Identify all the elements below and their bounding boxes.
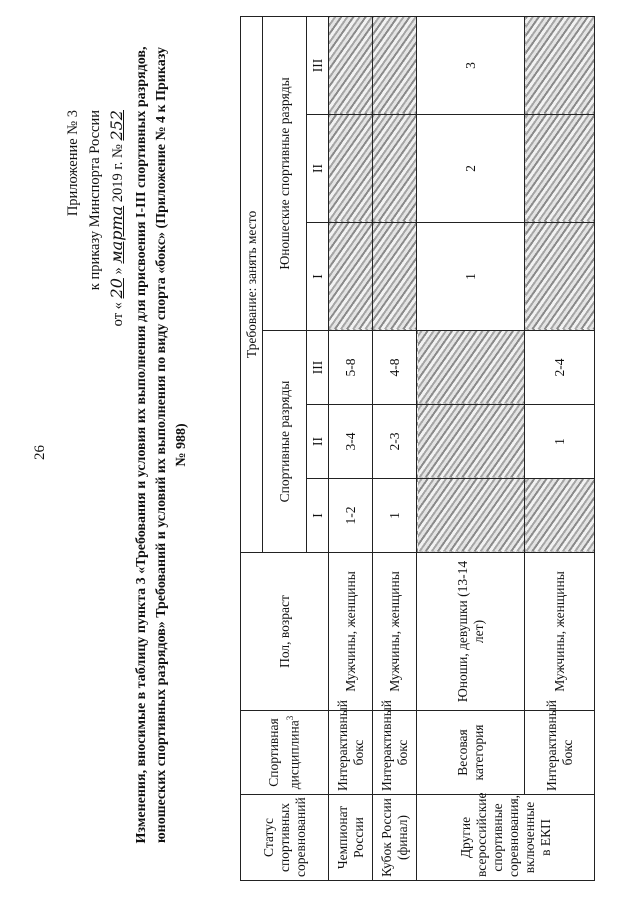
appendix-block xyxy=(62,110,129,326)
table-row xyxy=(329,16,373,880)
rank-label: I xyxy=(307,479,329,553)
date-prefix: от « xyxy=(110,302,126,327)
cell-sport-3: 5-8 xyxy=(329,331,373,405)
cell-status: Чемпионат России xyxy=(329,795,373,881)
rank-label: II xyxy=(307,115,329,223)
appendix-title: Приложение № 3 xyxy=(65,110,81,217)
date-year: 2019 г. № xyxy=(110,144,126,203)
cell-discipline: Интерактивный бокс xyxy=(329,711,373,795)
rank-label: II xyxy=(307,405,329,479)
cell-discipline: Весовая категория xyxy=(417,711,525,795)
hatched-cell xyxy=(417,479,525,553)
requirements-table xyxy=(240,16,595,881)
cell-youth-1: 1 xyxy=(417,223,525,331)
cell-sport-1: 1-2 xyxy=(329,479,373,553)
cell-sport-3: 2-4 xyxy=(525,331,595,405)
hatched-cell xyxy=(525,115,595,223)
header-discipline-label: Спортивная дисциплина xyxy=(266,718,302,790)
date-day: 20 xyxy=(107,278,126,299)
cell-sport-2: 3-4 xyxy=(329,405,373,479)
table-row xyxy=(525,16,595,880)
cell-gender-age: Юноши, девушки (13-14 лет) xyxy=(417,553,525,711)
header-discipline xyxy=(241,711,329,795)
hatched-cell xyxy=(373,16,417,114)
cell-sport-2: 2-3 xyxy=(373,405,417,479)
document-heading: Изменения, вносимые в таблицу пункта 3 «Требования и условия их выполнения для присвоения I-III спортивных разрядов, юношеских спортивных разрядов» Требований и условий их выполнения по виду спорта «бокс» (Приложение № 4 к Приказу № 988) xyxy=(134,46,189,844)
hatched-cell xyxy=(525,16,595,114)
cell-gender-age: Мужчины, женщины xyxy=(329,553,373,711)
hatched-cell xyxy=(417,331,525,405)
table-row xyxy=(373,16,417,880)
hatched-cell xyxy=(329,223,373,331)
cell-gender-age: Мужчины, женщины xyxy=(525,553,595,711)
cell-status: Кубок России (финал) xyxy=(373,795,417,881)
cell-sport-2: 1 xyxy=(525,405,595,479)
cell-gender-age: Мужчины, женщины xyxy=(373,553,417,711)
header-status: Статус спортивных соревнований xyxy=(241,795,329,881)
hatched-cell xyxy=(373,223,417,331)
hatched-cell xyxy=(373,115,417,223)
cell-youth-2: 2 xyxy=(417,115,525,223)
hatched-cell xyxy=(525,479,595,553)
table-row xyxy=(417,16,525,880)
rank-label: I xyxy=(307,223,329,331)
hatched-cell xyxy=(525,223,595,331)
cell-discipline: Интерактивный бокс xyxy=(373,711,417,795)
appendix-order: к приказу Минспорта России xyxy=(87,110,103,291)
rank-label: III xyxy=(307,331,329,405)
appendix-date xyxy=(106,110,129,326)
date-number: 252 xyxy=(107,110,126,141)
cell-sport-3: 4-8 xyxy=(373,331,417,405)
header-gender-age: Пол, возраст xyxy=(241,553,329,711)
header-discipline-footnote: 3 xyxy=(285,715,296,721)
date-mid: » xyxy=(110,267,126,275)
cell-status: Другие всероссийские спортивные соревнования, включенные в ЕКП xyxy=(417,795,595,881)
header-requirement: Требование: занять место xyxy=(241,16,263,552)
cell-youth-3: 3 xyxy=(417,16,525,114)
header-sport-ranks: Спортивные разряды xyxy=(263,331,307,553)
hatched-cell xyxy=(329,115,373,223)
header-youth-ranks: Юношеские спортивные разряды xyxy=(263,16,307,330)
cell-discipline: Интерактивный бокс xyxy=(525,711,595,795)
date-month: марта xyxy=(107,205,126,264)
rank-label: III xyxy=(307,16,329,114)
cell-sport-1: 1 xyxy=(373,479,417,553)
hatched-cell xyxy=(417,405,525,479)
hatched-cell xyxy=(329,16,373,114)
page-number: 26 xyxy=(32,445,48,460)
